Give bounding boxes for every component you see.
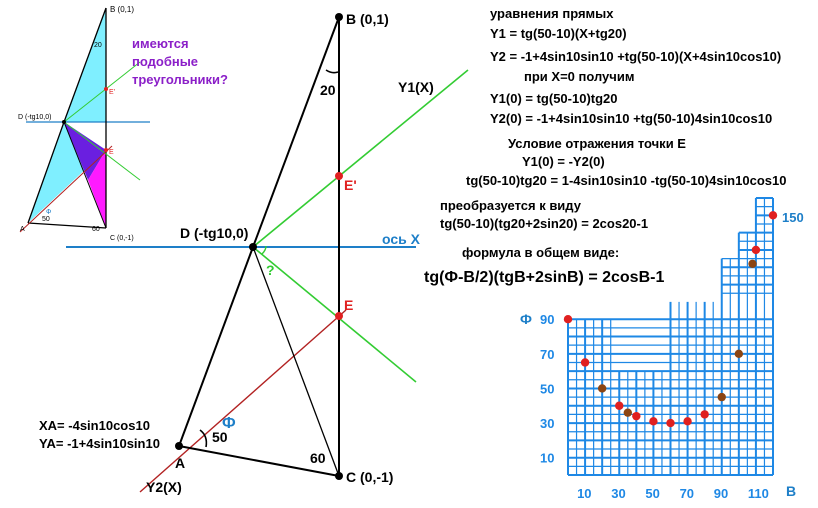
small-point-D bbox=[62, 120, 66, 124]
data-point bbox=[700, 410, 708, 418]
eq-y2-0: Y2(0) = -1+4sin10sin10 +tg(50-10)4sin10cos10 bbox=[490, 111, 773, 126]
angle-label-50: 50 bbox=[212, 429, 228, 445]
data-point bbox=[735, 350, 743, 358]
small-angle-50: 50 bbox=[42, 216, 50, 223]
data-point bbox=[632, 412, 640, 420]
small-label-D: D (-tg10,0) bbox=[18, 114, 52, 121]
data-point bbox=[718, 393, 726, 401]
small-angle-20: 20 bbox=[94, 42, 102, 49]
label-B: B (0,1) bbox=[346, 11, 389, 27]
chart-ylabel: Ф bbox=[520, 311, 532, 327]
data-point bbox=[564, 315, 572, 323]
eq-transform-title: преобразуется к виду bbox=[440, 198, 581, 213]
eq-y1: Y1 = tg(50-10)(X+tg20) bbox=[490, 26, 627, 41]
line-DA bbox=[179, 247, 253, 446]
small-label-C: C (0,-1) bbox=[110, 235, 134, 242]
small-label-E: E bbox=[109, 149, 114, 156]
data-point bbox=[666, 419, 674, 427]
eq-reflect-title: Условие отражения точки E bbox=[508, 136, 686, 151]
label-A: A bbox=[175, 455, 186, 471]
eq-transform-eq: tg(50-10)(tg20+2sin20) = 2cos20-1 bbox=[440, 216, 649, 231]
eq-reflect-full: tg(50-10)tg20 = 1-4sin10sin10 -tg(50-10)4sin10cos10 bbox=[466, 173, 787, 188]
small-diagram bbox=[18, 5, 228, 242]
angle-label-60: 60 bbox=[310, 450, 326, 466]
y-tick-label: 90 bbox=[540, 312, 555, 328]
question-mark: ? bbox=[266, 262, 275, 278]
small-question-line-3: треугольники? bbox=[132, 72, 228, 87]
small-angle-60: 60 bbox=[92, 226, 100, 233]
data-point bbox=[615, 402, 623, 410]
data-point bbox=[769, 211, 777, 219]
label-D: D (-tg10,0) bbox=[180, 225, 249, 241]
eq-y2: Y2 = -1+4sin10sin10 +tg(50-10)(X+4sin10cos10) bbox=[490, 49, 782, 64]
x-tick-label: 110 bbox=[747, 486, 769, 501]
x-tick-label: 90 bbox=[713, 486, 729, 501]
label-ya: YA= -1+4sin10sin10 bbox=[39, 436, 160, 451]
data-point bbox=[598, 384, 606, 392]
eq-general-title: формула в общем виде: bbox=[462, 245, 620, 260]
y-tick-label: 30 bbox=[540, 416, 555, 432]
y-tick-label: 50 bbox=[540, 381, 555, 397]
data-point bbox=[683, 417, 691, 425]
small-point-E bbox=[104, 148, 108, 152]
data-point bbox=[752, 246, 760, 254]
chart-grid bbox=[568, 198, 773, 475]
small-point-E1 bbox=[104, 87, 108, 91]
label-xa: XA= -4sin10cos10 bbox=[39, 418, 150, 433]
point-D bbox=[249, 243, 257, 251]
label-C: C (0,-1) bbox=[346, 469, 394, 485]
chart-y-tick-extra: 150 bbox=[782, 210, 804, 225]
eq-title: уравнения прямых bbox=[490, 6, 614, 21]
x-tick-label: 50 bbox=[645, 486, 660, 501]
eq-at-x0: при X=0 получим bbox=[524, 69, 635, 84]
point-E bbox=[335, 312, 343, 320]
x-tick-label: 70 bbox=[679, 486, 695, 501]
label-E: E bbox=[344, 297, 354, 313]
label-Y1: Y1(X) bbox=[398, 79, 434, 95]
data-point bbox=[624, 408, 632, 416]
small-label-B: B (0,1) bbox=[110, 5, 135, 14]
data-point bbox=[649, 417, 657, 425]
eq-reflect-eq: Y1(0) = -Y2(0) bbox=[522, 154, 605, 169]
phi-label: Ф bbox=[222, 415, 236, 432]
small-label-A: A bbox=[20, 226, 25, 233]
point-C bbox=[335, 472, 343, 480]
point-B bbox=[335, 13, 343, 21]
line-reflect bbox=[253, 247, 416, 382]
equations-block bbox=[424, 6, 786, 286]
small-label-E1: E' bbox=[109, 89, 116, 96]
label-axis-x: ось X bbox=[382, 231, 420, 247]
angle-arc-20 bbox=[326, 70, 338, 73]
line-DC bbox=[253, 247, 339, 476]
x-tick-label: 30 bbox=[611, 486, 626, 501]
y-tick-label: 70 bbox=[540, 346, 555, 362]
y-tick-label: 10 bbox=[540, 450, 555, 466]
chart-xlabel: B bbox=[786, 483, 797, 499]
eq-y1-0: Y1(0) = tg(50-10)tg20 bbox=[490, 91, 618, 106]
point-E1 bbox=[335, 172, 343, 180]
data-point bbox=[748, 260, 756, 268]
angle-label-20: 20 bbox=[320, 82, 336, 98]
small-question-line-2: подобные bbox=[132, 54, 199, 69]
point-A bbox=[175, 442, 183, 450]
phi-vs-b-chart bbox=[520, 198, 804, 501]
label-E1: E' bbox=[344, 177, 357, 193]
small-question-line-1: имеются bbox=[132, 36, 189, 51]
eq-general-eq: tg(Ф-B/2)(tgB+2sinB) = 2cosB-1 bbox=[424, 269, 665, 286]
small-phi: Ф bbox=[46, 209, 52, 216]
x-tick-label: 10 bbox=[577, 486, 592, 501]
label-Y2: Y2(X) bbox=[146, 479, 182, 495]
data-point bbox=[581, 358, 589, 366]
